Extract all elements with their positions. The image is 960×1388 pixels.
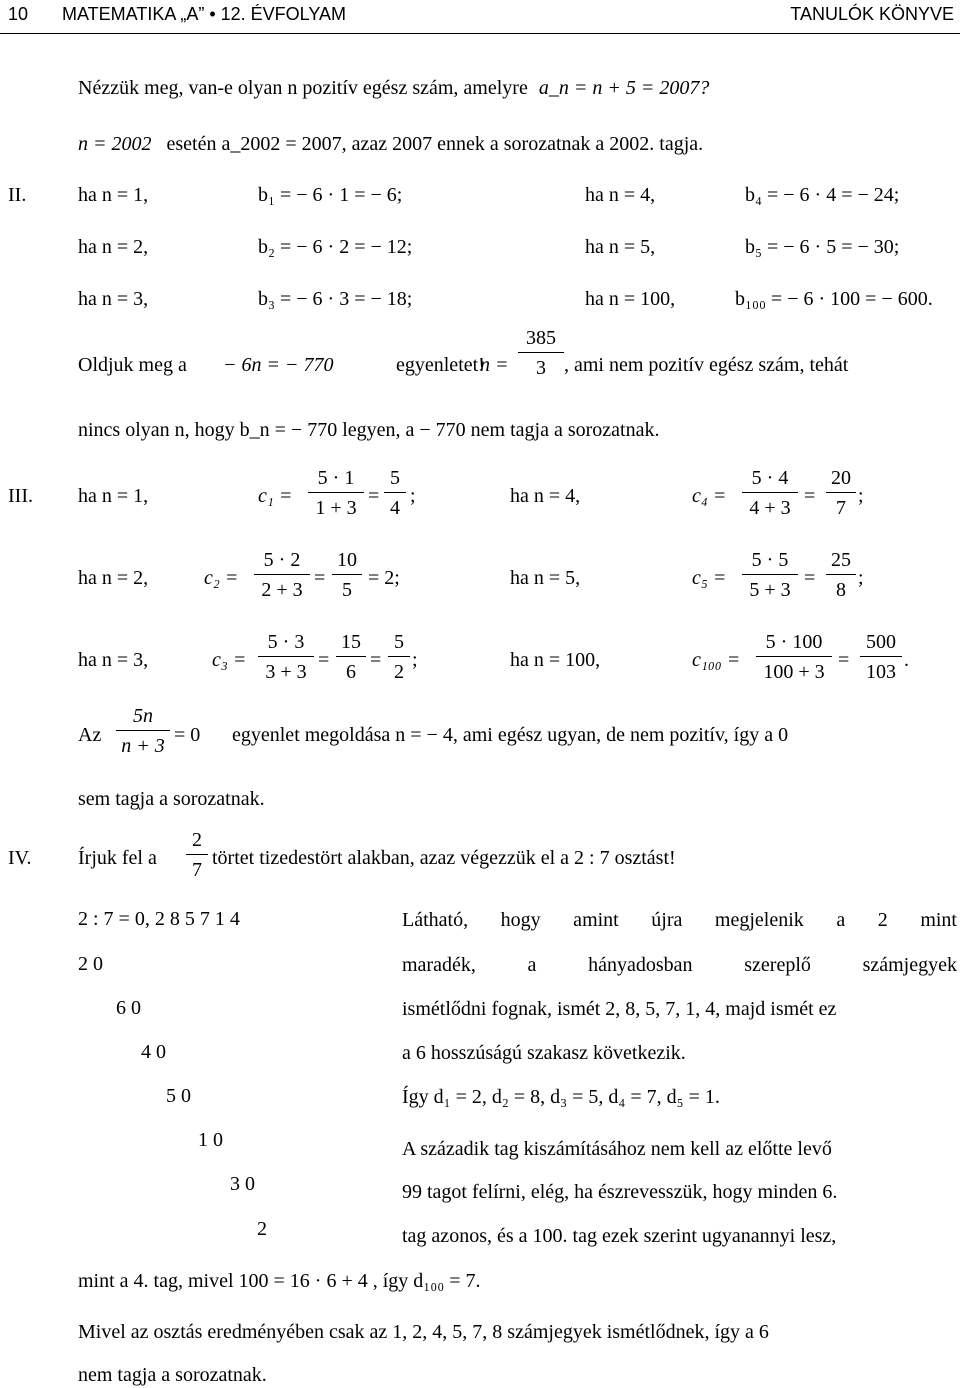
intro-line-1 (78, 76, 709, 100)
fraction-bar (388, 656, 410, 657)
explanation-line-3: ismétlődni fognak, ismét 2, 8, 5, 7, 1, 4, majd ismét ez (402, 998, 837, 1020)
s3-r3-cond: ha n = 2, (78, 567, 149, 589)
explanation-line-2: maradék, a hányadosban szereplő számjegyek (402, 954, 957, 976)
s2-conclusion: nincs olyan n, hogy b_n = − 770 legyen, a − 770 nem tagja a sorozatnak. (78, 419, 660, 441)
s3-az-rest: egyenlet megoldása n = − 4, ami egész ugyan, de nem pozitív, így a 0 (232, 724, 789, 746)
s3-r5-eq1: = (318, 649, 330, 671)
s2-solve-eq: − 6n = − 770 (223, 354, 334, 376)
s3-r5-frac2 (336, 630, 366, 684)
intro-line-2 (78, 132, 703, 156)
s3-az-line2: sem tagja a sorozatnak. (78, 788, 265, 810)
fraction-bar (186, 854, 208, 855)
s2-solve-n: n = (480, 354, 509, 376)
s3-r2-frac2 (826, 466, 856, 520)
fraction-bar (308, 492, 364, 493)
s3-r5-lhs: c₃ = (212, 649, 247, 671)
s3-r6-cond: ha n = 100, (510, 649, 601, 671)
intro-formula-2: n = 2002 (78, 133, 152, 155)
fraction-bar (860, 656, 902, 657)
section-3-label: III. (8, 485, 33, 507)
s2-row3-right: ha n = 100, (585, 288, 676, 310)
s3-r4-cond: ha n = 5, (510, 567, 581, 589)
fraction-denominator: 2 (394, 661, 404, 683)
book-title: TANULÓK KÖNYVE (790, 4, 954, 24)
s3-r6-eq: = (838, 649, 850, 671)
s2-row1-left-eq: b₁ = − 6 · 1 = − 6; (258, 184, 403, 206)
fraction-denominator: 6 (346, 661, 356, 683)
s2-row2-left: ha n = 2, (78, 236, 149, 258)
s2-solve-fraction (518, 326, 564, 380)
s2-row2-right: ha n = 5, (585, 236, 656, 258)
s3-r4-tail: ; (858, 567, 864, 589)
intro-text-2: esetén a_2002 = 2007, azaz 2007 ennek a sorozatnak a 2002. tagja. (166, 133, 704, 155)
s3-r2-lhs: c₄ = (692, 485, 727, 507)
page-header (0, 0, 960, 32)
s3-r3-frac1 (254, 548, 310, 602)
s3-r3-frac2 (332, 548, 362, 602)
s2-row3-right-eq: b₁₀₀ = − 6 · 100 = − 600. (735, 288, 933, 310)
fraction-denominator: 7 (836, 497, 846, 519)
fraction-denominator: 3 (536, 357, 546, 379)
s3-r5-frac3 (388, 630, 410, 684)
s2-row3-left-eq: b₃ = − 6 · 3 = − 18; (258, 288, 413, 310)
s2-row2-right-eq: b₅ = − 6 · 5 = − 30; (745, 236, 900, 258)
fraction-numerator: 25 (831, 549, 851, 571)
s4-line-after: mint a 4. tag, mivel 100 = 16 · 6 + 4 , így d₁₀₀ = 7. (78, 1270, 481, 1292)
fraction-bar (384, 492, 406, 493)
fraction-numerator: 20 (831, 467, 851, 489)
s3-r5-cond: ha n = 3, (78, 649, 149, 671)
fraction-bar (336, 656, 366, 657)
s3-r2-cond: ha n = 4, (510, 485, 581, 507)
fraction-bar (116, 730, 170, 731)
fraction-numerator: 5 (390, 467, 400, 489)
explanation-line-6: A századik tag kiszámításához nem kell az előtte levő (402, 1138, 832, 1160)
division-line-1: 2 : 7 = 0, 2 8 5 7 1 4 (78, 908, 240, 930)
fraction-denominator: 100 + 3 (763, 661, 825, 683)
fraction-denominator: 4 (390, 497, 400, 519)
fraction-denominator: 1 + 3 (315, 497, 357, 519)
s4-final-2: nem tagja a sorozatnak. (78, 1364, 267, 1386)
division-line-7: 3 0 (230, 1173, 255, 1195)
s2-row3-left: ha n = 3, (78, 288, 149, 310)
intro-formula-1: a_n = n + 5 = 2007? (538, 77, 710, 99)
s3-az-fraction (116, 704, 170, 758)
s3-r6-frac1 (756, 630, 832, 684)
intro-text-1: Nézzük meg, van-e olyan n pozitív egész szám, amelyre (78, 77, 528, 99)
subject-title: MATEMATIKA „A” • 12. ÉVFOLYAM (62, 4, 347, 24)
fraction-bar (742, 574, 798, 575)
s3-r4-frac2 (826, 548, 856, 602)
fraction-bar (254, 574, 310, 575)
fraction-numerator: 5 · 1 (317, 467, 355, 489)
s4-fraction (186, 828, 208, 882)
fraction-numerator: 5 (394, 631, 404, 653)
fraction-denominator: 4 + 3 (749, 497, 791, 519)
s3-r1-frac2 (384, 466, 406, 520)
fraction-denominator: 5 + 3 (749, 579, 791, 601)
s3-r5-tail: ; (412, 649, 418, 671)
s3-r3-tail: = 2; (368, 567, 400, 589)
s3-r3-lhs: c₂ = (204, 567, 239, 589)
s3-r1-eq: = (368, 485, 380, 507)
s2-row1-right: ha n = 4, (585, 184, 656, 206)
fraction-bar (518, 352, 564, 353)
s4-final-1: Mivel az osztás eredményében csak az 1, 2, 4, 5, 7, 8 számjegyek ismétlődnek, így a 6 (78, 1321, 769, 1343)
fraction-bar (258, 656, 314, 657)
fraction-numerator: 5 · 2 (263, 549, 301, 571)
fraction-numerator: 5n (133, 705, 153, 727)
fraction-numerator: 385 (526, 327, 556, 349)
s3-r6-frac2 (860, 630, 902, 684)
division-line-2: 2 0 (78, 953, 103, 975)
fraction-denominator: 3 + 3 (265, 661, 307, 683)
fraction-numerator: 10 (337, 549, 357, 571)
s3-r4-frac1 (742, 548, 798, 602)
division-line-6: 1 0 (198, 1129, 223, 1151)
division-line-4: 4 0 (141, 1041, 166, 1063)
s3-r5-frac1 (258, 630, 314, 684)
s3-az-eq: = 0 (174, 724, 201, 746)
fraction-numerator: 5 · 4 (751, 467, 789, 489)
s3-r2-tail: ; (858, 485, 864, 507)
s3-r2-eq: = (804, 485, 816, 507)
fraction-bar (742, 492, 798, 493)
section-2-label: II. (8, 184, 27, 206)
fraction-numerator: 5 · 3 (267, 631, 305, 653)
explanation-line-8: tag azonos, és a 100. tag ezek szerint ugyanannyi lesz, (402, 1225, 837, 1247)
division-line-3: 6 0 (116, 997, 141, 1019)
explanation-line-5: Így d₁ = 2, d₂ = 8, d₃ = 5, d₄ = 7, d₅ = 1. (402, 1086, 720, 1108)
explanation-line-7: 99 tagot felírni, elég, ha észrevesszük, hogy minden 6. (402, 1181, 838, 1203)
s2-solve-c: , ami nem pozitív egész szám, tehát (564, 354, 849, 376)
fraction-denominator: 103 (866, 661, 896, 683)
s2-row1-right-eq: b₄ = − 6 · 4 = − 24; (745, 184, 900, 206)
s3-r2-frac1 (742, 466, 798, 520)
s2-row2-left-eq: b₂ = − 6 · 2 = − 12; (258, 236, 413, 258)
s3-r6-lhs: c₁₀₀ = (692, 649, 741, 671)
header-rule (0, 33, 960, 34)
division-line-8: 2 (257, 1218, 267, 1240)
fraction-numerator: 500 (866, 631, 896, 653)
fraction-bar (756, 656, 832, 657)
s3-r3-eq: = (314, 567, 326, 589)
section-4-label: IV. (8, 847, 32, 869)
s3-az: Az (78, 724, 102, 746)
fraction-numerator: 2 (192, 829, 202, 851)
explanation-line-1: Látható, hogy amint újra megjelenik a 2 mint (402, 909, 957, 931)
fraction-denominator: 7 (192, 859, 202, 881)
s3-r4-eq: = (804, 567, 816, 589)
fraction-denominator: 8 (836, 579, 846, 601)
fraction-numerator: 5 · 5 (751, 549, 789, 571)
fraction-denominator: n + 3 (121, 735, 165, 757)
division-line-5: 5 0 (166, 1085, 191, 1107)
fraction-bar (826, 492, 856, 493)
s2-solve-a: Oldjuk meg a (78, 354, 187, 376)
fraction-denominator: 5 (342, 579, 352, 601)
fraction-numerator: 5 · 100 (765, 631, 823, 653)
s2-row1-left: ha n = 1, (78, 184, 149, 206)
s3-r4-lhs: c₅ = (692, 567, 727, 589)
s3-r1-cond: ha n = 1, (78, 485, 149, 507)
fraction-bar (332, 574, 362, 575)
s3-r1-tail: ; (410, 485, 416, 507)
fraction-numerator: 15 (341, 631, 361, 653)
fraction-denominator: 2 + 3 (261, 579, 303, 601)
s3-r5-eq2: = (370, 649, 382, 671)
s3-r1-frac1 (308, 466, 364, 520)
fraction-bar (826, 574, 856, 575)
s2-solve-b: egyenletet! (396, 354, 485, 376)
explanation-line-4: a 6 hosszúságú szakasz következik. (402, 1042, 686, 1064)
s4-intro-b: törtet tizedestört alakban, azaz végezzük el a 2 : 7 osztást! (212, 847, 676, 869)
s3-r6-tail: . (904, 649, 909, 671)
page-number: 10 (8, 4, 29, 24)
s4-intro-a: Írjuk fel a (78, 847, 157, 869)
s3-r1-lhs: c₁ = (258, 485, 293, 507)
